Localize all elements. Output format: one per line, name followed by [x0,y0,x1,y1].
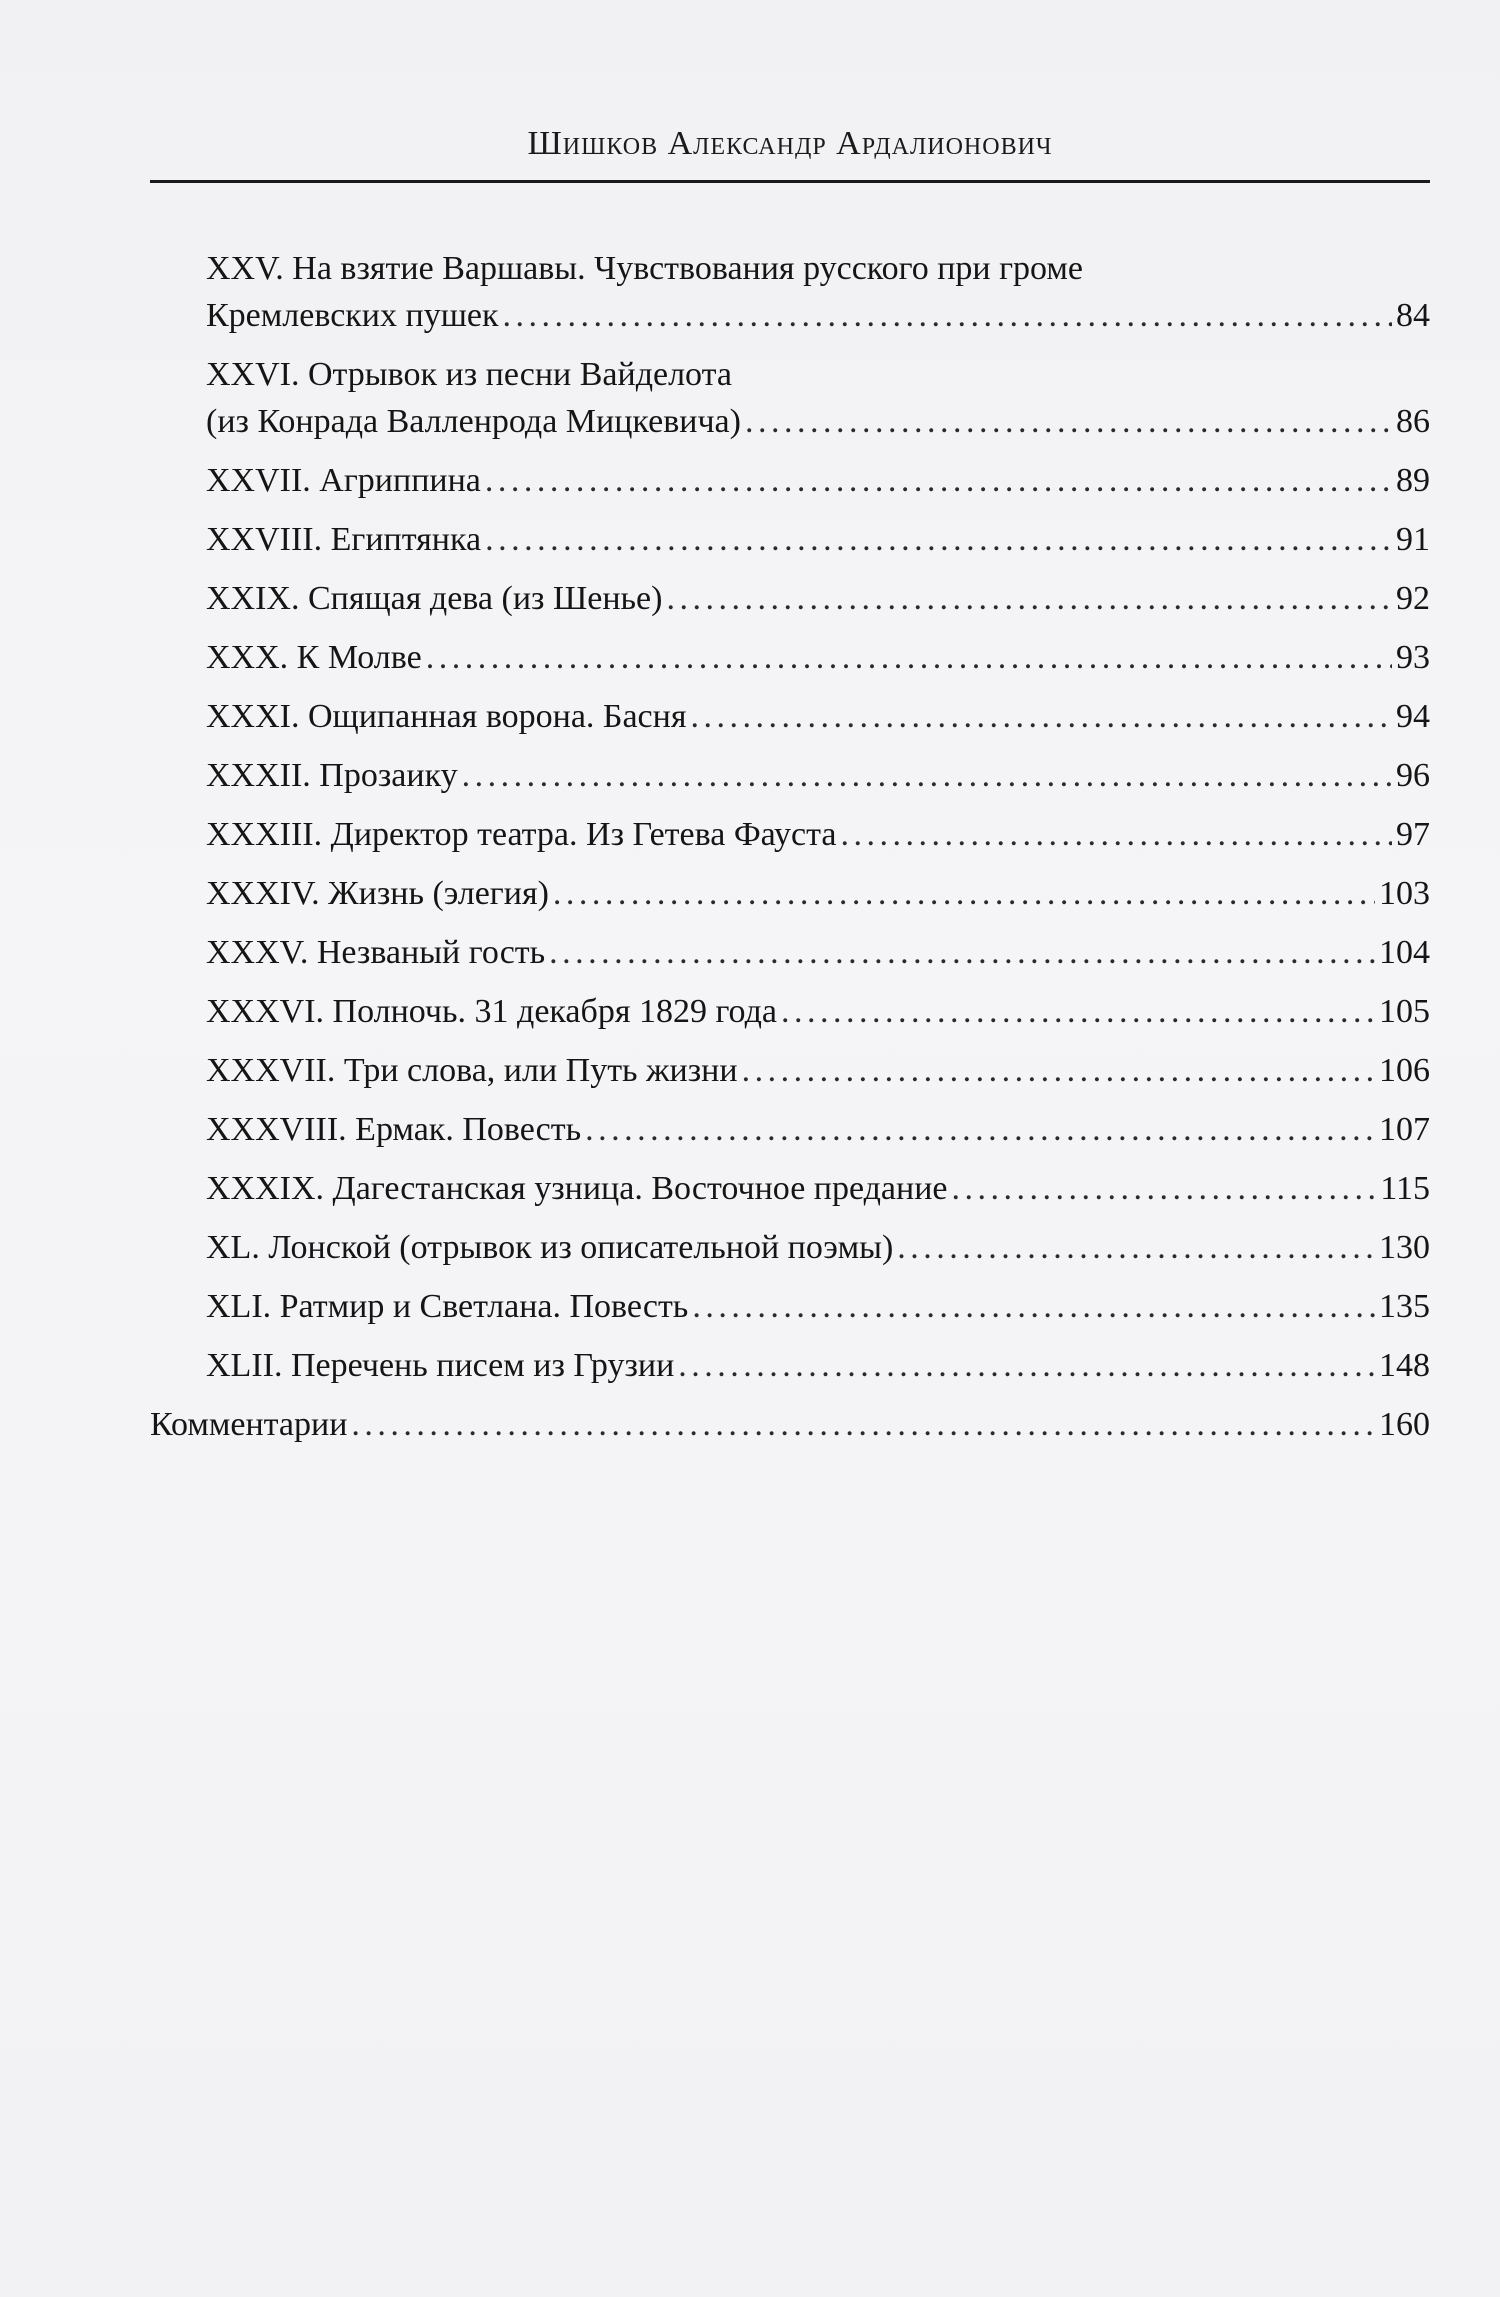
toc-entry [150,1165,1430,1212]
toc-page-number: 160 [1379,1406,1430,1443]
toc-entry-row [206,457,1430,504]
toc-entry [150,988,1430,1035]
dot-leader [666,575,1392,622]
toc-entry-row [206,1224,1430,1271]
toc-entry [150,457,1430,504]
toc-entry [150,1106,1430,1153]
toc-entry-row [206,988,1430,1035]
running-head: Шишков Александр Ардалионович [527,125,1053,162]
toc-page-number: 89 [1396,462,1430,499]
dot-leader [485,457,1392,504]
toc-page-number: 107 [1379,1111,1430,1148]
toc-entry-title: XXXV. Незваный гость [206,934,546,971]
toc-page-number: 105 [1379,993,1430,1030]
toc-page-number: 103 [1379,875,1430,912]
toc-entry-row [206,1342,1430,1389]
dot-leader [485,516,1392,563]
toc-entry-title: XXXIV. Жизнь (элегия) [206,875,549,912]
toc-entry-row [206,292,1430,339]
toc-page-number: 115 [1380,1170,1430,1207]
toc-entry [150,1342,1430,1389]
toc-entry-row [206,752,1430,799]
toc-page-number: 135 [1379,1288,1430,1325]
dot-leader [742,1047,1375,1094]
toc-entry [150,1283,1430,1330]
toc-entry [150,693,1430,740]
toc-entry-title: (из Конрада Валленрода Мицкевича) [206,403,741,440]
toc-page-number: 84 [1396,297,1430,334]
toc-entry-title: XLII. Перечень писем из Грузии [206,1347,675,1384]
toc-entry-title: Комментарии [150,1406,348,1443]
toc-entry-title: XXXI. Ощипанная ворона. Басня [206,698,687,735]
dot-leader [553,870,1375,917]
toc-page-number: 86 [1396,403,1430,440]
dot-leader [503,292,1393,339]
toc-page-number: 96 [1396,757,1430,794]
toc-entry-title: XXXVII. Три слова, или Путь жизни [206,1052,738,1089]
toc-entry-title-line: XXV. На взятие Варшавы. Чувствования русского при громе [206,250,1083,287]
toc-entry-title: XXVII. Агриппина [206,462,481,499]
toc-entry [150,1401,1430,1448]
toc-page-number: 97 [1396,816,1430,853]
toc-entry-row [150,1401,1430,1448]
toc-entry-title: XXXIX. Дагестанская узница. Восточное предание [206,1170,948,1207]
toc-entry-title-line: XXVI. Отрывок из песни Вайделота [206,356,732,393]
toc-entry-row [206,575,1430,622]
toc-entry-title: XXXVIII. Ермак. Повесть [206,1111,582,1148]
toc-page-number: 106 [1379,1052,1430,1089]
dot-leader [897,1224,1375,1271]
toc-page-number: 94 [1396,698,1430,735]
toc-page-number: 130 [1379,1229,1430,1266]
toc-page-number: 93 [1396,639,1430,676]
toc-entry-title: XXIX. Спящая дева (из Шенье) [206,580,663,617]
toc-entry-title: Кремлевских пушек [206,297,499,334]
toc-entry-row [206,398,1430,445]
toc-entry-title: XXX. К Молве [206,639,422,676]
toc-page-number: 92 [1396,580,1430,617]
dot-leader [841,811,1393,858]
toc-entry-row [206,1283,1430,1330]
toc-entry [150,634,1430,681]
dot-leader [426,634,1392,681]
toc-entry-row [206,634,1430,681]
table-of-contents [150,245,1430,1460]
toc-page-number: 91 [1396,521,1430,558]
toc-entry [150,575,1430,622]
dot-leader [692,1283,1375,1330]
toc-entry-title: XXXII. Прозаику [206,757,458,794]
toc-entry-row [206,870,1430,917]
toc-entry-title: XXVIII. Египтянка [206,521,482,558]
toc-entry [150,811,1430,858]
toc-entry [150,516,1430,563]
dot-leader [678,1342,1375,1389]
dot-leader [462,752,1392,799]
toc-page-number: 148 [1379,1347,1430,1384]
dot-leader [549,929,1375,976]
toc-entry-row [206,929,1430,976]
toc-entry-row [206,693,1430,740]
toc-entry-title: XXXVI. Полночь. 31 декабря 1829 года [206,993,777,1030]
toc-entry-title: XXXIII. Директор театра. Из Гетева Фауста [206,816,837,853]
toc-entry-row [206,516,1430,563]
toc-entry [150,351,1430,445]
header-rule [150,180,1430,183]
dot-leader [351,1401,1375,1448]
toc-page-number: 104 [1379,934,1430,971]
dot-leader [690,693,1392,740]
toc-entry [150,1047,1430,1094]
toc-entry-title: XL. Лонской (отрывок из описательной поэмы) [206,1229,894,1266]
toc-entry [150,870,1430,917]
toc-entry [150,929,1430,976]
toc-entry-title: XLI. Ратмир и Светлана. Повесть [206,1288,689,1325]
toc-entry-row [206,1106,1430,1153]
toc-entry [150,1224,1430,1271]
dot-leader [585,1106,1375,1153]
dot-leader [952,1165,1377,1212]
toc-entry [150,245,1430,339]
toc-entry-row [206,1047,1430,1094]
toc-entry [150,752,1430,799]
toc-entry-row [206,811,1430,858]
dot-leader [781,988,1375,1035]
toc-entry-row [206,1165,1430,1212]
dot-leader [745,398,1392,445]
